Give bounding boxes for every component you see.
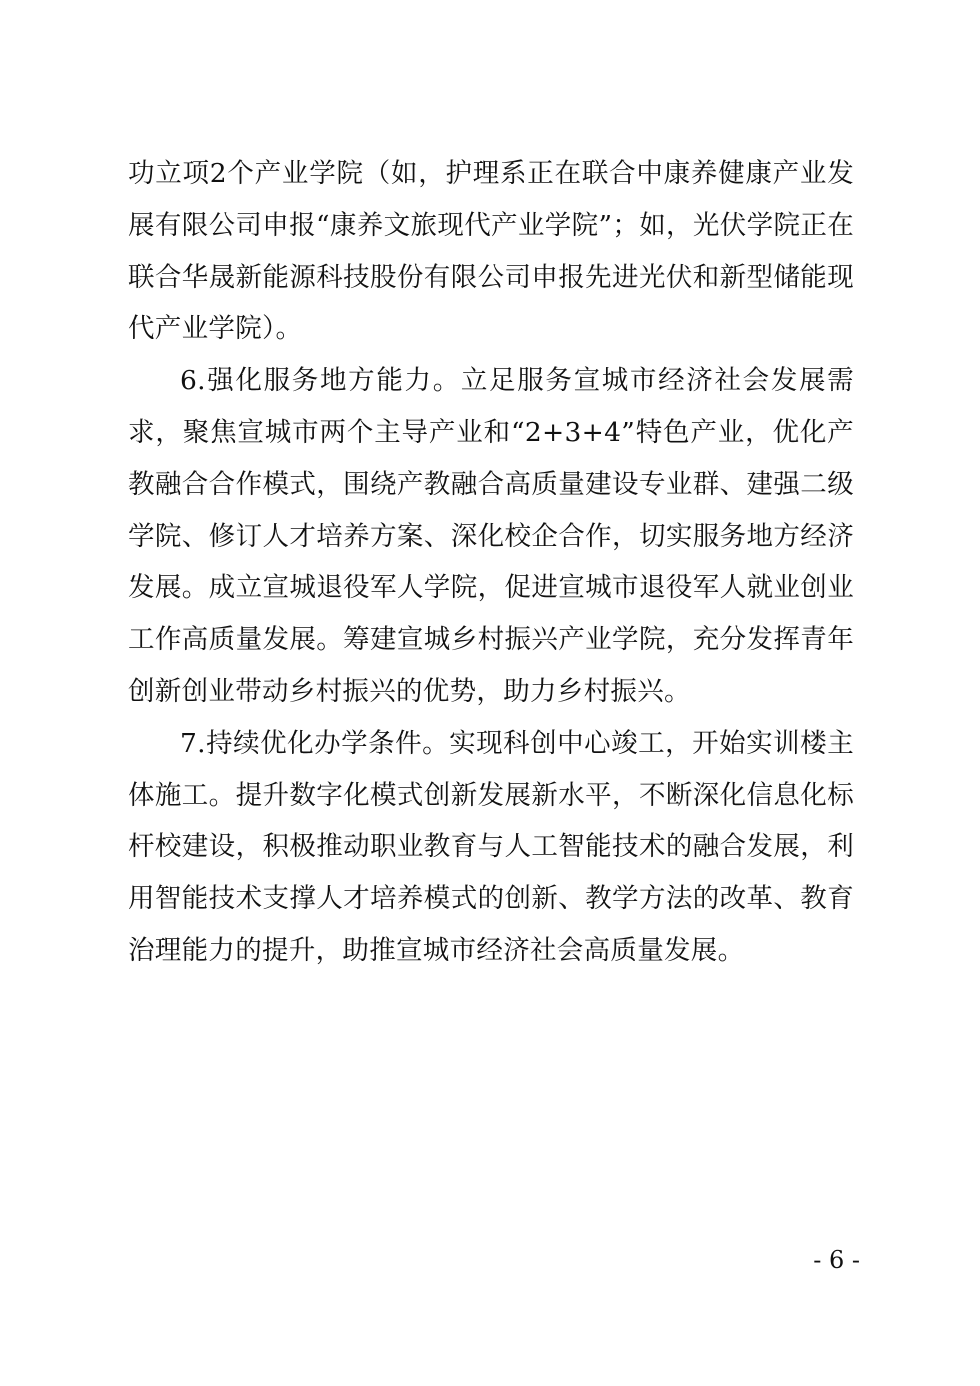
paragraph-item-7: 7.持续优化办学条件。实现科创中心竣工，开始实训楼主体施工。提升数字化模式创新发展新水平，不断深化信息化标杆校建设，积极推动职业教育与人工智能技术的融合发展，利用智能技术支撑人才培养模式的创新、教学方法的改革、教育治理能力的提升，助推宣城市经济社会高质量发展。 bbox=[128, 727, 854, 966]
body-text bbox=[128, 148, 854, 977]
paragraph-item-6: 6.强化服务地方能力。立足服务宣城市经济社会发展需求，聚焦宣城市两个主导产业和“2+3+4”特色产业，优化产教融合合作模式，围绕产教融合高质量建设专业群、建强二级学院、修订人才培养方案、深化校企合作，切实服务地方经济发展。成立宣城退役军人学院，促进宣城市退役军人就业创业工作高质量发展。筹建宣城乡村振兴产业学院，充分发挥青年创新创业带动乡村振兴的优势，助力乡村振兴。 bbox=[128, 365, 854, 707]
page-number: - 6 - bbox=[813, 1246, 860, 1274]
paragraph-continuation: 功立项2个产业学院（如，护理系正在联合中康养健康产业发展有限公司申报“康养文旅现代产业学院”；如，光伏学院正在联合华晟新能源科技股份有限公司申报先进光伏和新型储能现代产业学院）。 bbox=[128, 158, 854, 345]
